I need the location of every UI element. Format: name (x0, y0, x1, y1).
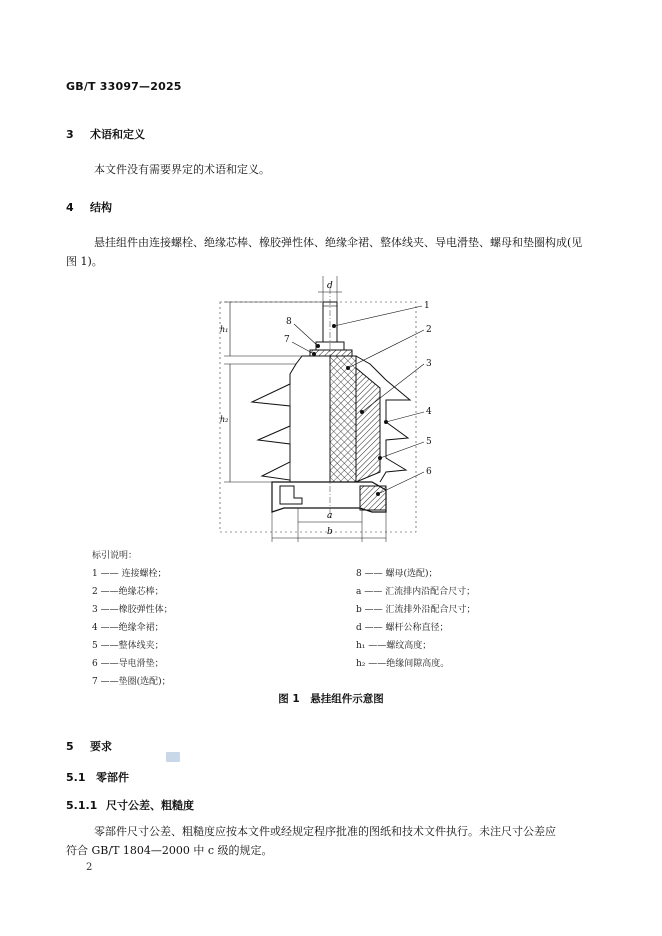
dim-h1-label: h₁ (220, 325, 229, 334)
rubber-elastomer (356, 368, 380, 482)
figure-1-drawing (210, 272, 450, 544)
section-number: 3 (66, 128, 74, 141)
key-item: 2 ——绝缘芯棒； (92, 587, 164, 597)
key-item: 8 —— 螺母(选配)； (356, 569, 438, 579)
callout-6: 6 (426, 467, 432, 477)
key-item: 5 ——整体线夹； (92, 641, 164, 651)
callout-7: 7 (284, 335, 290, 345)
section-5-1-heading (66, 769, 129, 785)
section-title: 尺寸公差、粗糙度 (106, 799, 194, 812)
standard-number: GB/T 33097—2025 (66, 80, 182, 93)
dim-h2-label: h₂ (220, 415, 229, 424)
dim-a-label: a (327, 511, 333, 521)
key-item: 7 ——垫圈(选配)； (92, 677, 171, 687)
section-title: 零部件 (96, 771, 129, 784)
callout-8: 8 (286, 317, 292, 327)
section-4-body-line-1: 悬挂组件由连接螺栓、绝缘芯棒、橡胶弹性体、绝缘伞裙、整体线夹、导电滑垫、螺母和垫圈构成(见 (94, 236, 583, 249)
callout-4: 4 (426, 407, 432, 417)
conductive-slide-pad (360, 486, 386, 510)
insulating-core-rod (330, 356, 356, 482)
key-item: d —— 螺杆公称直径； (356, 623, 449, 633)
figure-caption: 图 1 悬挂组件示意图 (278, 693, 384, 705)
section-5-1-1-body-line-2: 符合 GB/T 1804—2000 中 c 级的规定。 (66, 844, 273, 857)
page-number: 2 (86, 862, 93, 873)
key-item: h₂ ——绝缘间隙高度。 (356, 659, 450, 669)
key-item: 4 ——绝缘伞裙； (92, 623, 164, 633)
section-3-heading (66, 126, 145, 142)
section-number: 4 (66, 201, 74, 214)
dim-d-label: d (327, 281, 333, 291)
key-item: a —— 汇流排内沿配合尺寸； (356, 587, 476, 597)
watermark-icon (166, 752, 180, 762)
section-title: 术语和定义 (90, 128, 145, 141)
callout-5: 5 (426, 437, 432, 447)
key-item: h₁ ——螺纹高度； (356, 641, 432, 651)
callout-3: 3 (426, 359, 432, 369)
section-3-body: 本文件没有需要界定的术语和定义。 (94, 163, 270, 176)
key-item: 3 ——橡胶弹性体； (92, 605, 173, 615)
section-4-heading (66, 199, 112, 215)
section-title: 结构 (90, 201, 112, 214)
dim-b-label: b (327, 527, 333, 537)
section-number: 5.1.1 (66, 799, 98, 812)
section-title: 要求 (90, 740, 112, 753)
figure-key-title: 标引说明： (92, 551, 138, 561)
section-5-1-1-body-line-1: 零部件尺寸公差、粗糙度应按本文件或经规定程序批准的图纸和技术文件执行。未注尺寸公差应 (94, 825, 556, 838)
section-number: 5.1 (66, 771, 86, 784)
key-item: 6 ——导电滑垫； (92, 659, 164, 669)
washer (310, 350, 352, 356)
key-item: 1 —— 连接螺栓； (92, 569, 167, 579)
section-number: 5 (66, 740, 74, 753)
callout-2: 2 (426, 325, 432, 335)
section-4-body-line-2: 图 1)。 (66, 255, 103, 268)
section-5-1-1-heading (66, 797, 194, 813)
key-item: b —— 汇流排外沿配合尺寸； (356, 605, 476, 615)
section-5-heading (66, 738, 112, 754)
insulating-shed-profile (252, 356, 330, 494)
callout-1: 1 (424, 301, 430, 311)
